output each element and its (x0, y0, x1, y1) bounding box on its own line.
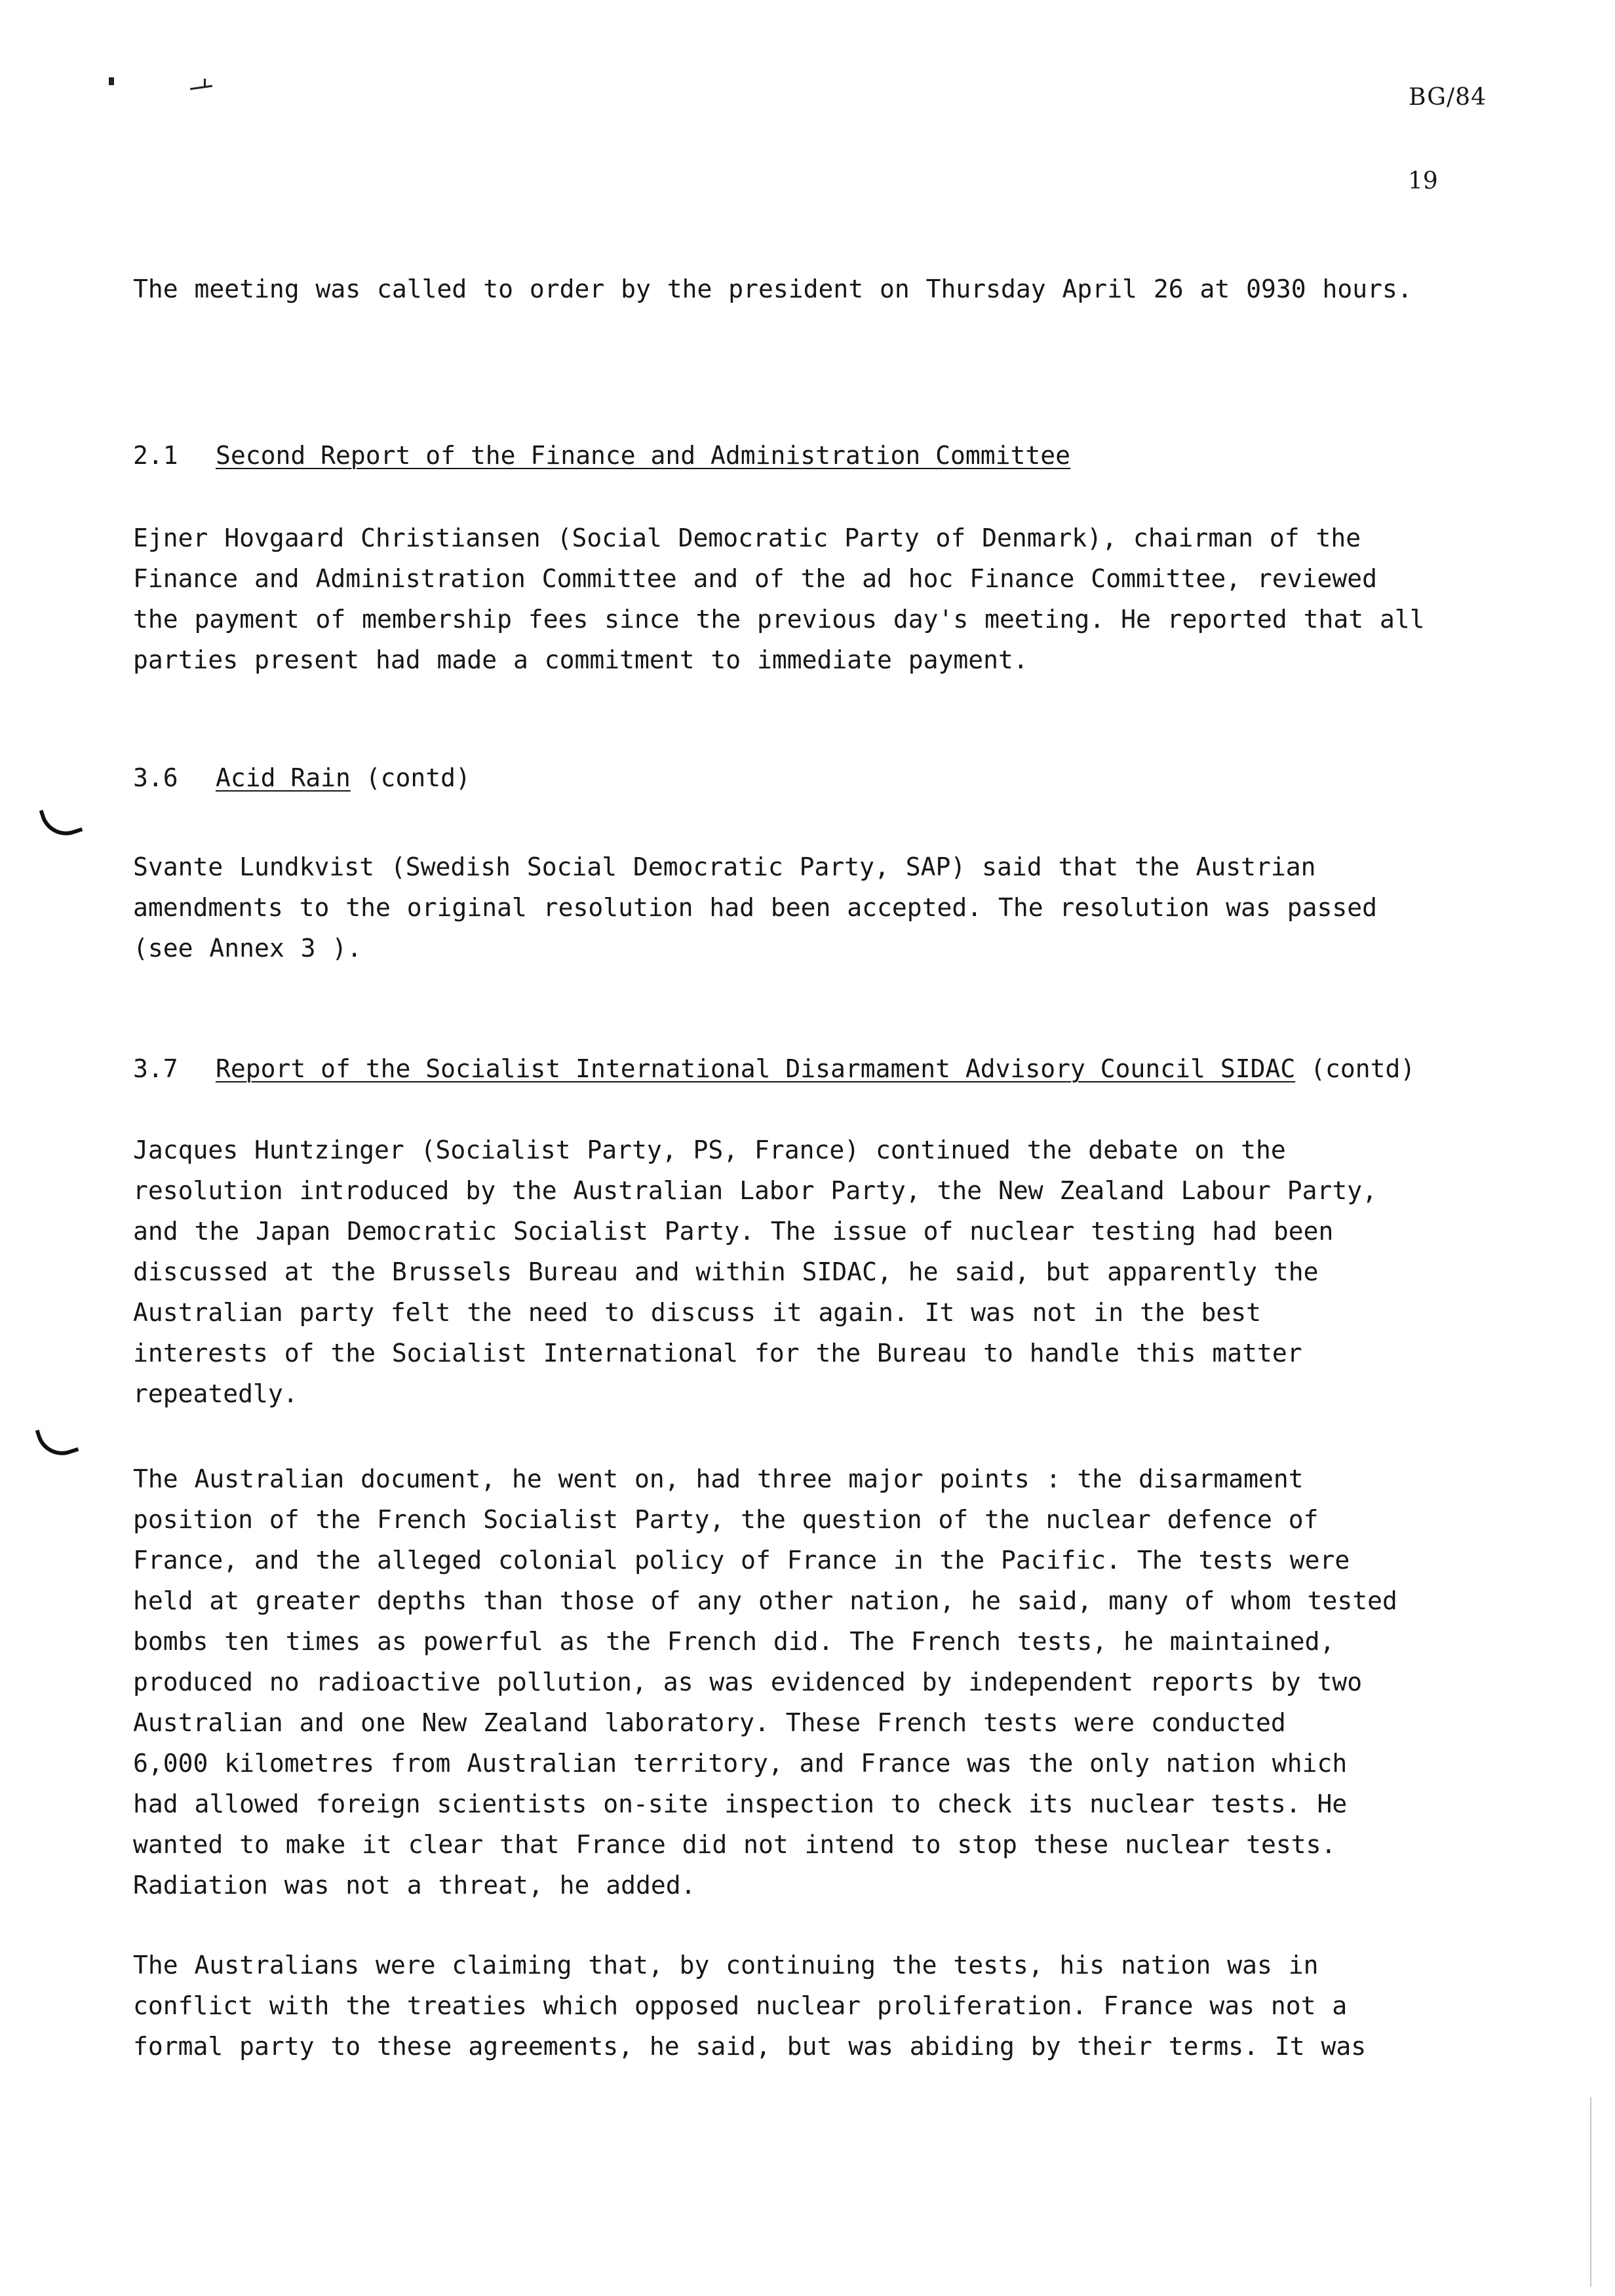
paragraph: Ejner Hovgaard Christiansen (Social Democratic Party of Denmark), chairman of the Finance and Administration Committee and of the ad hoc Finance Committee, reviewed the payment of membership fees since the previous day's meeting. He reported that all parties present had made a commitment to immediate payment. (133, 524, 1425, 674)
section-number: 3.6 (133, 763, 178, 792)
paragraph: The Australian document, he went on, had three major points : the disarmament position of the French Socialist Party, the question of the nuclear defence of France, and the alleged colonial policy of France in the Pacific. The tests were held at greater depths than those of any other nation, he said, many of whom tested bombs ten times as powerful as the French did. The French tests, he maintained, produced no radioactive pollution, as was evidenced by independent reports by two Australian and one New Zealand laboratory. These French tests were conducted 6,000 kilometres from Australian territory, and France was the only nation which had allowed foreign scientists on-site inspection to check its nuclear tests. He wanted to make it clear that France did not intend to stop these nuclear tests. Radiation was not a threat, he added. (133, 1464, 1397, 1900)
section-title: Second Report of the Finance and Administration Committee (216, 441, 1071, 470)
section-title: Report of the Socialist International Disarmament Advisory Council SIDAC (216, 1054, 1296, 1083)
opening-paragraph: The meeting was called to order by the president on Thursday April 26 at 0930 hours. (133, 275, 1412, 303)
paragraph: The Australians were claiming that, by continuing the tests, his nation was in conflict with the treaties which opposed nuclear proliferation. France was not a formal party to these agreements, he said, but was abiding by their terms. It was (133, 1951, 1367, 2061)
scan-speck (204, 79, 206, 86)
section-heading-3-6 (133, 757, 471, 798)
scan-edge-line (1590, 2097, 1591, 2287)
scan-speck (190, 85, 212, 90)
page-number: 19 (1408, 168, 1438, 195)
scan-speck (109, 77, 114, 85)
section-heading-2-1 (133, 435, 1070, 476)
section-title: Acid Rain (216, 763, 351, 792)
document-reference: BG/84 (1409, 84, 1487, 111)
paragraph: Svante Lundkvist (Swedish Social Democratic Party, SAP) said that the Austrian amendments to the original resolution had been accepted. The resolution was passed (see Annex 3 ). (133, 852, 1377, 963)
section-number: 2.1 (133, 441, 178, 470)
section-heading-3-7 (133, 1048, 1415, 1089)
paragraph: Jacques Huntzinger (Socialist Party, PS, France) continued the debate on the resolution introduced by the Australian Labor Party, the New Zealand Labour Party, and the Japan Democratic Socialist Party. The issue of nuclear testing had been discussed at the Brussels Bureau and within SIDAC, he said, but apparently the Australian party felt the need to discuss it again. It was not in the best interests of the Socialist International for the Bureau to handle this matter repeatedly. (133, 1136, 1377, 1408)
section-title-suffix: (contd) (1295, 1054, 1416, 1083)
binder-hole-mark (39, 800, 83, 842)
section-title-suffix: (contd) (350, 763, 471, 792)
section-number: 3.7 (133, 1054, 178, 1083)
binder-hole-mark (35, 1420, 79, 1462)
